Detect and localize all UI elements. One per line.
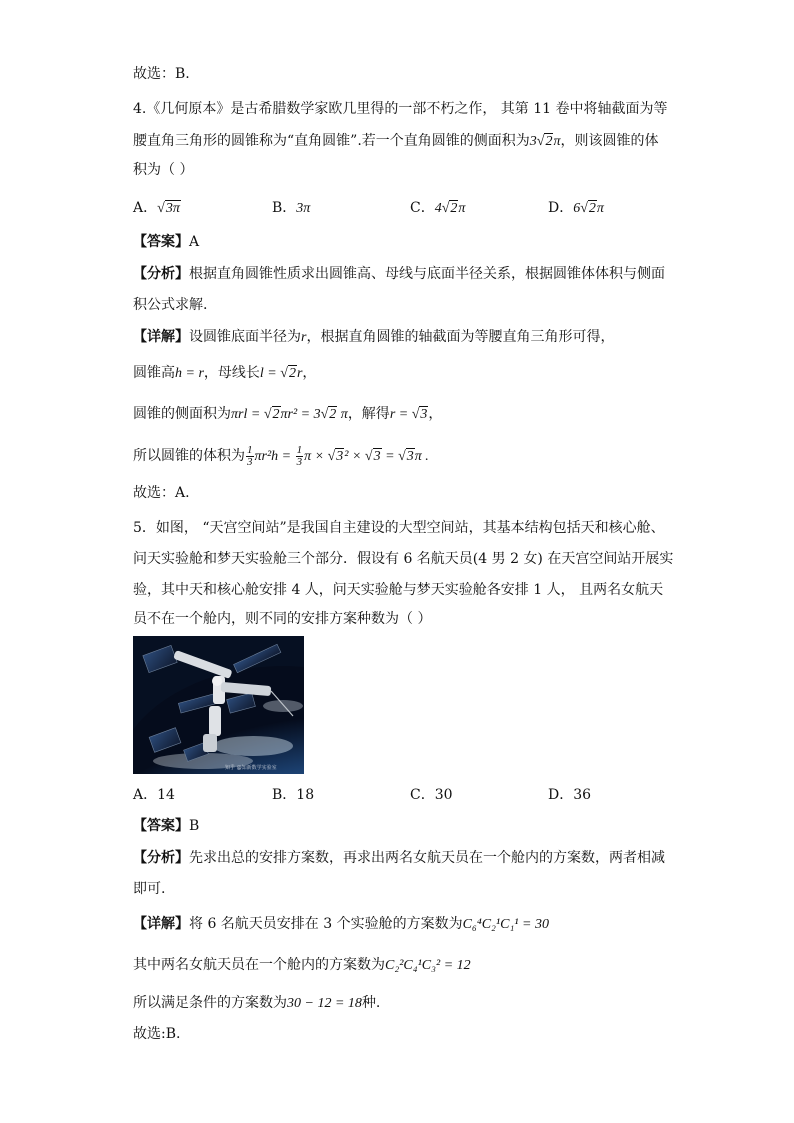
analysis-label: 【分析】	[133, 850, 189, 866]
answer-label: 【答案】	[133, 234, 189, 250]
fraction	[246, 445, 254, 468]
q5-choice-c[interactable]: C．30	[410, 787, 453, 803]
q4-choice-c[interactable]: C．4√2π	[410, 200, 466, 216]
q5-stem-line-1: 5．如图， “天宫空间站”是我国自主建设的大型空间站，其基本结构包括天和核心舱、	[133, 520, 665, 536]
text: ，则该圆锥的体	[560, 133, 659, 149]
q4-answer	[133, 232, 199, 252]
q4-detail-line-1	[133, 327, 614, 348]
text: ，解得	[347, 406, 390, 422]
choice-value: 6	[573, 201, 581, 216]
space-station-photo	[133, 636, 304, 774]
math-radicand: 3	[420, 407, 428, 422]
text: ，根据直角圆锥的轴截面为等腰直角三角形可得，	[306, 329, 615, 345]
q4-detail-line-2: 圆锥高h = r，母线长l = √2r，	[133, 365, 317, 381]
answer-label: 【答案】	[133, 818, 189, 834]
q4-analysis-line-1	[133, 264, 665, 284]
q4-conclusion: 故选：A.	[133, 485, 190, 501]
math-text: π .	[414, 449, 429, 464]
q5-conclusion: 故选:B.	[133, 1026, 181, 1042]
text: 将 6 名航天员安排在 3 个实验舱的方案数为	[189, 916, 463, 932]
math-text: π ×	[304, 449, 328, 464]
denominator: 3	[247, 456, 253, 469]
q5-choice-d[interactable]: D．36	[548, 787, 592, 803]
text: ，母线长	[203, 365, 260, 381]
q5-analysis-line-1	[133, 848, 665, 868]
math-radicand: 2	[329, 407, 337, 422]
q5-analysis-line-2: 即可.	[133, 881, 166, 897]
q4-choice-a[interactable]: A．√3π	[133, 200, 180, 216]
math-radicand: 2	[272, 407, 280, 422]
math-text: π	[337, 407, 348, 422]
choice-label: A．	[133, 200, 158, 216]
numerator: 1	[247, 444, 253, 457]
text: 其中两名女航天员在一个舱内的方案数为	[133, 957, 385, 973]
math-text: πrl =	[231, 407, 264, 422]
q4-analysis-line-2: 积公式求解.	[133, 297, 208, 313]
math-text: πr²h =	[254, 449, 295, 464]
choice-pi: π	[596, 201, 604, 216]
math-radicand: 3	[336, 449, 344, 464]
text: 根据直角圆锥性质求出圆锥高、母线与底面半径关系，根据圆锥体体积与侧面	[189, 266, 665, 282]
math-text: r =	[389, 407, 412, 422]
detail-label: 【详解】	[133, 329, 189, 345]
q4-stem-line-1: 4.《几何原本》是古希腊数学家欧几里得的一部不朽之作， 其第 11 卷中将轴截面为等	[133, 101, 668, 117]
math-text: l =	[259, 366, 281, 381]
math-text: r	[296, 366, 303, 381]
math-text: =	[381, 449, 399, 464]
text: 所以圆锥的体积为	[133, 448, 245, 464]
answer-value: A	[189, 234, 200, 250]
math-height: h = r	[175, 366, 204, 381]
denominator: 3	[296, 456, 303, 469]
q4-stem-line-3: 积为（ ）	[133, 162, 194, 178]
text: 圆锥的侧面积为	[133, 406, 231, 422]
q5-stem-line-2: 问天实验舱和梦天实验舱三个部分．假设有 6 名航天员(4 男 2 女) 在天宫空间站开展实	[133, 551, 674, 567]
math-text: 3	[529, 134, 537, 149]
q5-answer	[133, 816, 199, 836]
q4-stem-line-2	[133, 131, 658, 152]
math-radicand: 2	[288, 366, 296, 381]
q5-choice-a[interactable]: A．14	[133, 787, 175, 803]
math-radicand: 2	[545, 134, 553, 149]
photo-watermark: 知乎 @知新数学实验室	[225, 765, 277, 771]
text-line: 故选：B.	[133, 66, 190, 82]
text: 圆锥高	[133, 365, 175, 381]
math-var: r	[301, 330, 307, 345]
choice-pi: π	[458, 201, 466, 216]
math-lateral-area: 3√2π	[529, 134, 561, 149]
choice-value: 3π	[296, 201, 311, 216]
math-text: πr² = 3	[280, 407, 321, 422]
text: 设圆锥底面半径为	[189, 329, 301, 345]
math-subtraction: 30 − 12 = 18	[287, 996, 362, 1011]
math-text: ² ×	[344, 449, 365, 464]
q4-detail-line-3: 圆锥的侧面积为πrl = √2πr² = 3√2 π，解得r = √3，	[133, 406, 443, 422]
analysis-label: 【分析】	[133, 266, 189, 282]
choice-label: D．	[548, 200, 574, 216]
answer-value: B	[189, 818, 200, 834]
choice-label: C．	[410, 200, 435, 216]
math-text: π	[553, 134, 561, 149]
fraction	[296, 445, 304, 468]
q5-detail-line-2	[133, 955, 471, 976]
math-combination-total: C₆⁴C₂¹C₁¹ = 30	[462, 917, 549, 932]
q5-stem-line-3: 验，其中天和核心舱安排 4 人，问天实验舱与梦天实验舱各安排 1 人， 且两名女航天	[133, 582, 664, 598]
q5-detail-line-1	[133, 914, 549, 935]
math-radicand: 3	[406, 449, 414, 464]
q4-choice-b[interactable]	[272, 198, 310, 219]
math-radicand: 3	[373, 449, 381, 464]
q4-detail-line-4: 所以圆锥的体积为 $\frac{1}{3}$ πr²h = $\frac{1}{3}$ π × √3² × √3 = √3π .	[133, 444, 429, 469]
q4-choice-d[interactable]: D．6√2π	[548, 200, 604, 216]
text: 种.	[361, 995, 381, 1011]
choice-label: B．	[272, 200, 297, 216]
choice-value: 3π	[165, 201, 180, 216]
text: 所以满足条件的方案数为	[133, 995, 287, 1011]
choice-radicand: 2	[588, 201, 596, 216]
text: 腰直角三角形的圆锥称为“直角圆锥”.若一个直角圆锥的侧面积为	[133, 133, 530, 149]
choice-value: 4	[434, 201, 442, 216]
q5-detail-line-3	[133, 993, 380, 1014]
numerator: 1	[296, 444, 303, 457]
detail-label: 【详解】	[133, 916, 189, 932]
text: 先求出总的安排方案数，再求出两名女航天员在一个舱内的方案数，两者相减	[189, 850, 665, 866]
math-combination-same-cabin: C₂²C₄¹C₃² = 12	[385, 958, 471, 973]
choice-radicand: 2	[450, 201, 458, 216]
q5-choice-b[interactable]: B．18	[272, 787, 315, 803]
q5-stem-line-4: 员不在一个舱内，则不同的安排方案种数为（ ）	[133, 611, 432, 627]
